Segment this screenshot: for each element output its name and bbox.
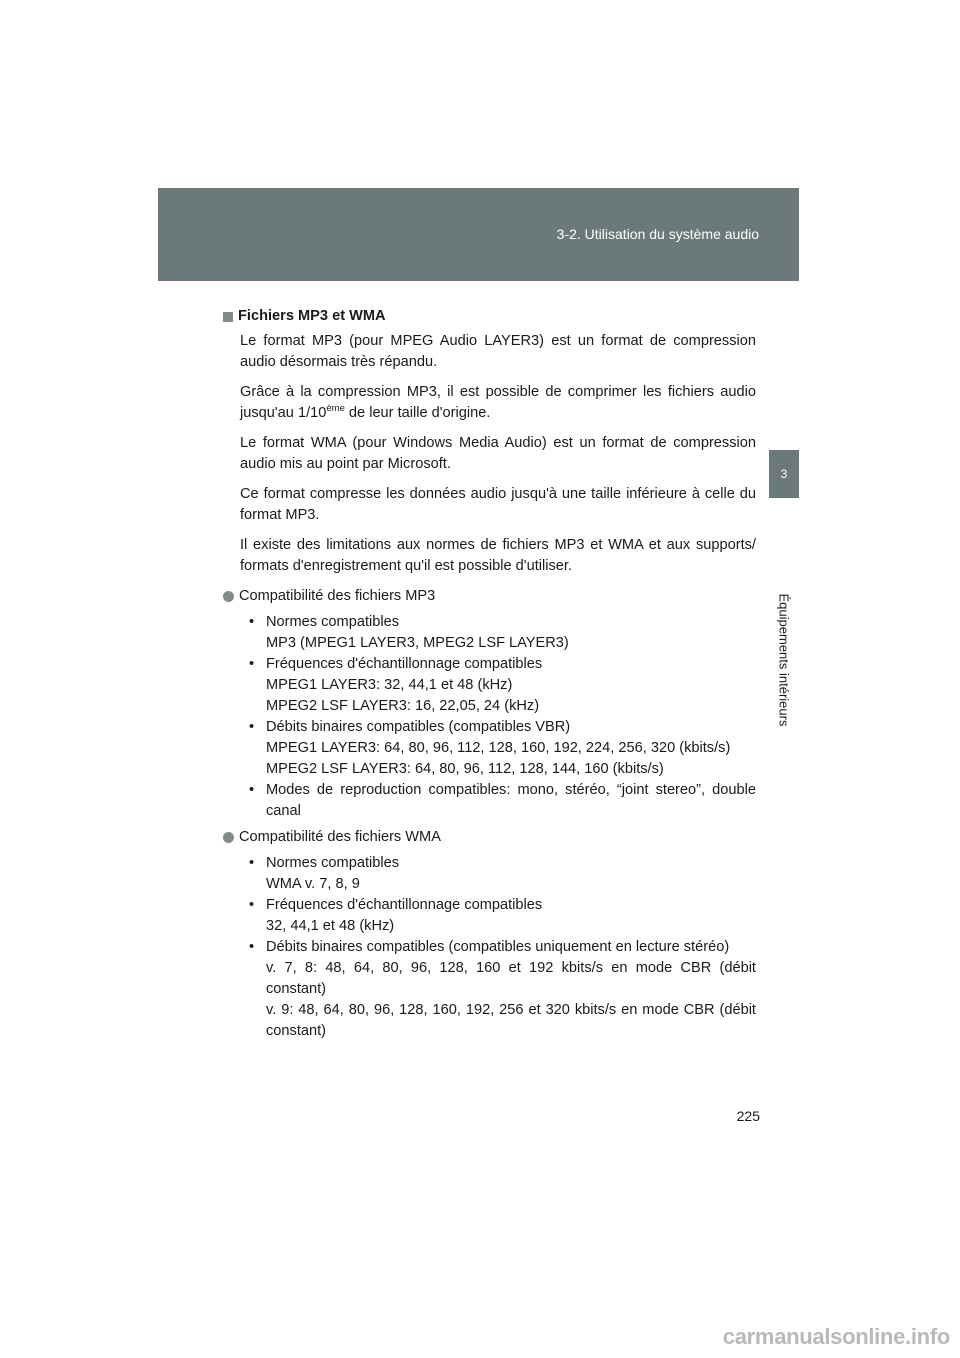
side-tab	[769, 281, 799, 841]
list-item	[249, 654, 756, 717]
list-item-value: v. 7, 8: 48, 64, 80, 96, 128, 160 et 192 kbits/s en mode CBR (débit constant)	[266, 960, 756, 997]
list-item-value: v. 9: 48, 64, 80, 96, 128, 160, 192, 256 et 320 kbits/s en mode CBR (débit constant)	[266, 1002, 756, 1039]
list-item	[249, 612, 756, 654]
list-item-label: Fréquences d'échantillonnage compatibles	[266, 897, 543, 913]
paragraph-text: Grâce à la compression MP3, il est possible de comprimer les fichiers audio jusqu'au 1/10	[240, 384, 756, 421]
superscript: ème	[326, 403, 345, 415]
section-title	[223, 306, 756, 327]
list-item-value: 32, 44,1 et 48 (kHz)	[266, 918, 395, 934]
paragraph	[240, 382, 756, 424]
wma-heading-text: Compatibilité des fichiers WMA	[239, 829, 441, 845]
list-item-value: MPEG2 LSF LAYER3: 16, 22,05, 24 (kHz)	[266, 698, 540, 714]
square-bullet-icon	[223, 312, 233, 322]
bullet-dot-icon: •	[249, 719, 255, 735]
circle-bullet-icon	[223, 832, 234, 843]
bullet-dot-icon: •	[249, 939, 255, 955]
bullet-dot-icon: •	[249, 614, 255, 630]
list-item-label: Débits binaires compatibles (compatibles VBR)	[266, 719, 571, 735]
bullet-dot-icon: •	[249, 897, 255, 913]
list-item-value: MPEG2 LSF LAYER3: 64, 80, 96, 112, 128, 144, 160 (kbits/s)	[266, 761, 664, 777]
list-item	[249, 717, 756, 780]
list-item	[249, 780, 756, 822]
circle-bullet-icon	[223, 591, 234, 602]
mp3-list	[249, 612, 756, 822]
bullet-dot-icon: •	[249, 656, 255, 672]
list-item-label: Modes de reproduction compatibles: mono, stéréo, “joint stereo”, double canal	[266, 782, 756, 819]
paragraph: Ce format compresse les données audio jusqu'à une taille inférieure à celle du format MP3.	[240, 486, 756, 523]
list-item-value: WMA v. 7, 8, 9	[266, 876, 360, 892]
wma-heading	[223, 827, 756, 848]
paragraph-text: de leur taille d'origine.	[344, 405, 491, 421]
header-band	[158, 188, 799, 281]
paragraph: Il existe des limitations aux normes de fichiers MP3 et WMA et aux supports/ formats d'enregistrement qu'il est possible d'utiliser.	[240, 537, 756, 574]
mp3-heading	[223, 586, 756, 607]
list-item	[249, 895, 756, 937]
paragraph: Le format MP3 (pour MPEG Audio LAYER3) est un format de compression audio désormais très répandu.	[240, 333, 756, 370]
section-title-text: Fichiers MP3 et WMA	[238, 308, 386, 324]
wma-list	[249, 853, 756, 1042]
section-header-title: 3-2. Utilisation du système audio	[556, 226, 759, 242]
watermark[interactable]: carmanualsonline.info	[722, 1324, 950, 1349]
paragraph: Le format WMA (pour Windows Media Audio) est un format de compression audio mis au point par Microsoft.	[240, 435, 756, 472]
chapter-number-tab: 3	[769, 450, 799, 498]
page-number: 225	[736, 1108, 760, 1124]
page-content	[223, 306, 756, 1047]
bullet-dot-icon: •	[249, 855, 255, 871]
list-item-value: MPEG1 LAYER3: 32, 44,1 et 48 (kHz)	[266, 677, 513, 693]
list-item-label: Fréquences d'échantillonnage compatibles	[266, 656, 543, 672]
list-item-value: MPEG1 LAYER3: 64, 80, 96, 112, 128, 160, 192, 224, 256, 320 (kbits/s)	[266, 740, 731, 756]
mp3-heading-text: Compatibilité des fichiers MP3	[239, 588, 436, 604]
list-item-value: MP3 (MPEG1 LAYER3, MPEG2 LSF LAYER3)	[266, 635, 569, 651]
bullet-dot-icon: •	[249, 782, 255, 798]
list-item	[249, 853, 756, 895]
chapter-label: Équipements intérieurs	[776, 593, 792, 727]
list-item-label: Débits binaires compatibles (compatibles uniquement en lecture stéréo)	[266, 939, 730, 955]
list-item-label: Normes compatibles	[266, 614, 400, 630]
list-item-label: Normes compatibles	[266, 855, 400, 871]
list-item	[249, 937, 756, 1042]
